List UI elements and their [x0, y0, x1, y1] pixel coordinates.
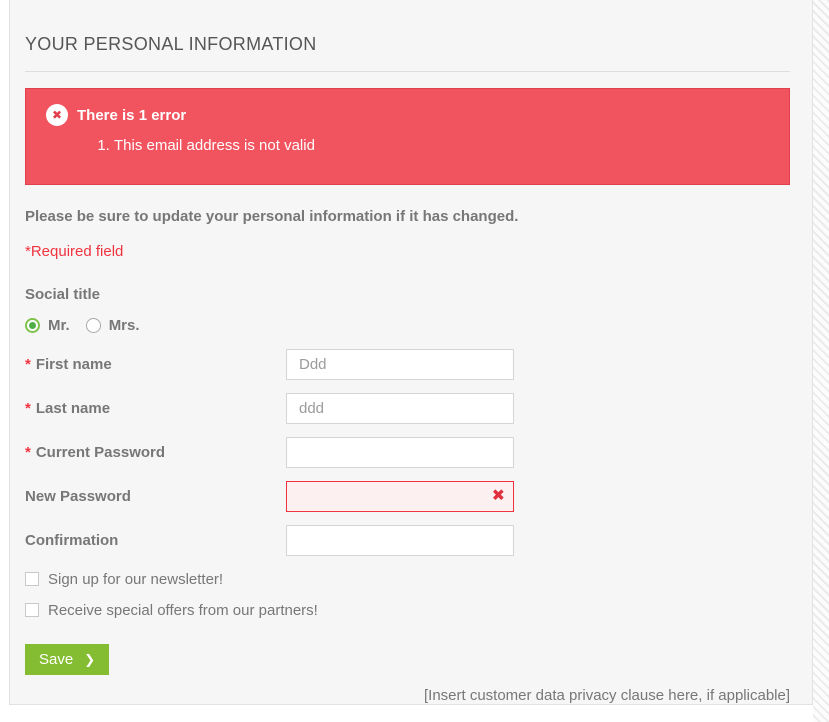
- error-alert-header: [46, 104, 769, 126]
- required-field-note: *Required field: [25, 243, 124, 260]
- last-name-input[interactable]: [286, 393, 514, 424]
- last-name-input-wrap: [286, 393, 514, 424]
- save-button[interactable]: [25, 644, 109, 675]
- first-name-input-wrap: [286, 349, 514, 380]
- last-name-label-text: Last name: [35, 400, 111, 417]
- current-password-input-wrap: [286, 437, 514, 468]
- first-name-input[interactable]: [286, 349, 514, 380]
- error-circle-x-icon: ✖: [46, 104, 68, 126]
- required-star: *: [25, 400, 31, 417]
- newsletter-checkbox[interactable]: [25, 572, 39, 586]
- social-title-label: Social title: [25, 286, 101, 303]
- current-password-label-text: Current Password: [35, 444, 166, 461]
- partner-offers-checkbox-row[interactable]: [25, 601, 790, 619]
- error-list: [46, 133, 769, 158]
- first-name-label-text: First name: [35, 356, 112, 373]
- radio-mrs[interactable]: [86, 318, 101, 333]
- current-password-input[interactable]: [286, 437, 514, 468]
- radio-mrs-label: Mrs.: [108, 316, 140, 334]
- confirmation-input-wrap: [286, 525, 514, 556]
- form-row-current-password: [25, 437, 790, 468]
- field-error-x-icon: ✖: [491, 487, 505, 505]
- intro-text: Please be sure to update your personal information if it has changed.: [25, 208, 519, 225]
- page-title: YOUR PERSONAL INFORMATION: [25, 34, 317, 54]
- last-name-label: [25, 400, 286, 417]
- social-title-options: [25, 317, 790, 333]
- error-alert-title: There is 1 error: [77, 106, 187, 124]
- privacy-clause-note: [Insert customer data privacy clause here, if applicable]: [423, 687, 790, 704]
- radio-option-mr[interactable]: [25, 317, 70, 334]
- title-divider: [25, 71, 790, 72]
- new-password-input[interactable]: [286, 481, 514, 512]
- radio-mr-dot: [29, 322, 36, 329]
- error-list-item: 1. This email address is not valid: [114, 133, 769, 158]
- required-star: *: [25, 356, 31, 373]
- first-name-label: [25, 356, 286, 373]
- required-star: *: [25, 444, 31, 461]
- new-password-label-text: New Password: [25, 488, 131, 505]
- form-row-new-password: [25, 481, 790, 512]
- radio-mr[interactable]: [25, 318, 40, 333]
- chevron-right-icon: ❯: [84, 651, 96, 667]
- confirmation-label: [25, 532, 286, 549]
- newsletter-checkbox-row[interactable]: [25, 570, 790, 588]
- radio-option-mrs[interactable]: [86, 317, 140, 334]
- new-password-input-wrap: [286, 481, 514, 512]
- form-row-last-name: [25, 393, 790, 424]
- confirmation-label-text: Confirmation: [25, 532, 119, 549]
- save-button-label: Save: [39, 651, 74, 668]
- new-password-label: [25, 488, 286, 505]
- current-password-label: [25, 444, 286, 461]
- form-row-confirmation: [25, 525, 790, 556]
- newsletter-checkbox-label: Sign up for our newsletter!: [48, 570, 224, 588]
- confirmation-input[interactable]: [286, 525, 514, 556]
- error-alert: [25, 88, 790, 185]
- form-row-first-name: [25, 349, 790, 380]
- background-stripe-pattern: [813, 0, 829, 722]
- partner-offers-checkbox-label: Receive special offers from our partners!: [48, 601, 318, 619]
- personal-information-panel: [9, 0, 813, 705]
- radio-mr-label: Mr.: [48, 316, 70, 334]
- partner-offers-checkbox[interactable]: [25, 603, 39, 617]
